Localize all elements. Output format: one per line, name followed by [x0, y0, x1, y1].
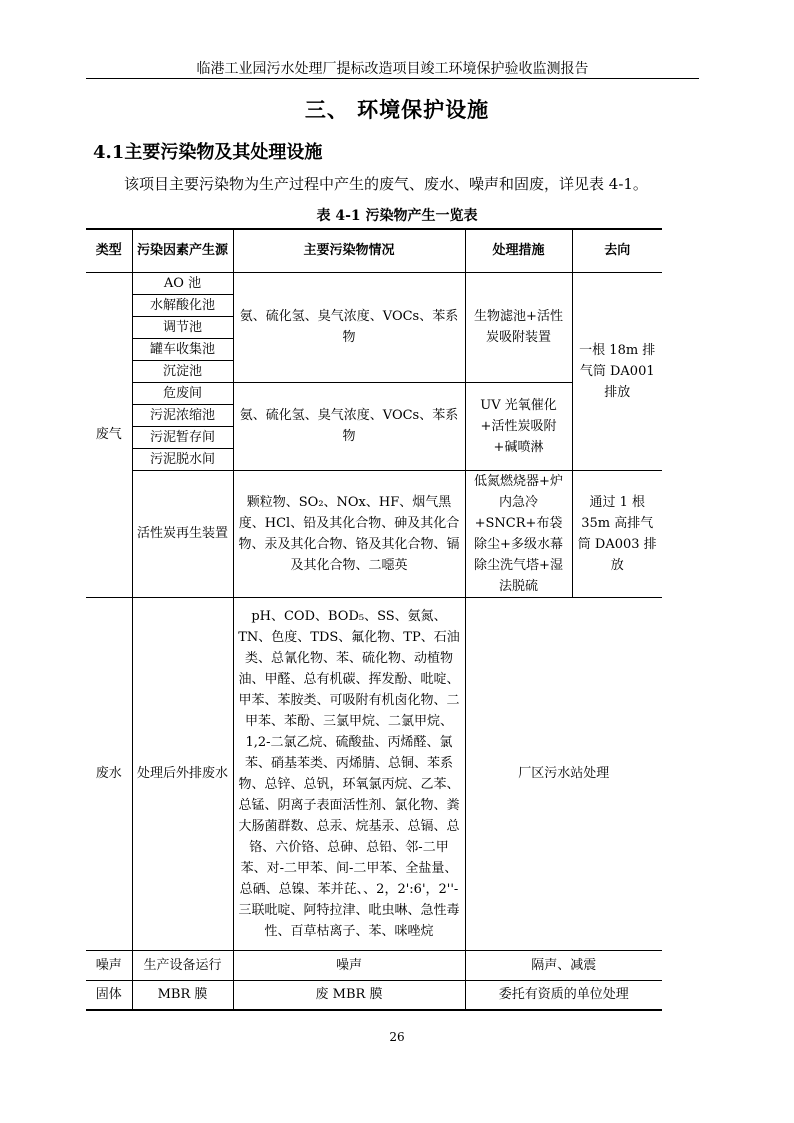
destination-cell: 通过 1 根 35m 高排气筒 DA003 排放 [572, 470, 662, 597]
section-title: 4.1主要污染物及其处理设施 [93, 142, 323, 163]
type-cell: 噪声 [86, 950, 132, 980]
pollutants-cell: 氨、硫化氢、臭气浓度、VOCs、苯系物 [233, 272, 465, 382]
header-divider [86, 78, 699, 79]
table-row [86, 980, 662, 1010]
source-cell: MBR 膜 [132, 980, 233, 1010]
pollutants-cell: 废 MBR 膜 [233, 980, 465, 1010]
source-cell: 污泥脱水间 [132, 448, 233, 470]
header-treatment: 处理措施 [465, 229, 572, 272]
type-cell: 废气 [86, 272, 132, 597]
treatment-cell: UV 光氧催化+活性炭吸附+碱喷淋 [465, 382, 572, 470]
table-row [86, 272, 662, 294]
header-destination: 去向 [572, 229, 662, 272]
source-cell: 沉淀池 [132, 360, 233, 382]
source-cell: 污泥暂存间 [132, 426, 233, 448]
source-cell: 调节池 [132, 316, 233, 338]
source-cell: 生产设备运行 [132, 950, 233, 980]
header-type: 类型 [86, 229, 132, 272]
pollutants-cell: pH、COD、BOD₅、SS、氨氮、TN、色度、TDS、氟化物、TP、石油类、总氰化物、苯、硫化物、动植物油、甲醛、总有机碳、挥发酚、吡啶、甲苯、苯胺类、可吸附有机卤化物、二甲苯、苯酚、三氯甲烷、二氯甲烷、1,2-二氯乙烷、硫酸盐、丙烯醛、氯苯、硝基苯类、丙烯腈、总铜、苯系物、总锌、总钒，环氧氯丙烷、乙苯、总锰、阴离子表面活性剂、氯化物、粪大肠菌群数、总汞、烷基汞、总镉、总铬、六价铬、总砷、总铅、邻-二甲苯、对-二甲苯、间-二甲苯、全盐量、总硒、总镍、苯并芘、、2，2':6'，2''-三联吡啶、阿特拉津、吡虫啉、急性毒性、百草枯离子、苯、咪唑烷 [233, 597, 465, 950]
pollutants-cell: 颗粒物、SO₂、NOx、HF、烟气黑度、HCl、铅及其化合物、砷及其化合物、汞及其化合物、铬及其化合物、镉及其化合物、二噁英 [233, 470, 465, 597]
page-header: 临港工业园污水处理厂提标改造项目竣工环境保护验收监测报告 [196, 61, 589, 77]
header-source: 污染因素产生源 [132, 229, 233, 272]
table-row [86, 470, 662, 597]
pollutants-cell: 噪声 [233, 950, 465, 980]
header-pollutants: 主要污染物情况 [233, 229, 465, 272]
table-header-row [86, 229, 662, 272]
table-caption: 表 4-1 污染物产生一览表 [316, 208, 478, 224]
source-cell: 危废间 [132, 382, 233, 404]
type-cell: 固体 [86, 980, 132, 1010]
source-cell: AO 池 [132, 272, 233, 294]
intro-paragraph: 该项目主要污染物为生产过程中产生的废气、废水、噪声和固废，详见表 4-1。 [124, 175, 648, 193]
treatment-cell: 生物滤池+活性炭吸附装置 [465, 272, 572, 382]
chapter-title: 三、 环境保护设施 [304, 97, 490, 122]
source-cell: 处理后外排废水 [132, 597, 233, 950]
source-cell: 水解酸化池 [132, 294, 233, 316]
table-row [86, 597, 662, 950]
page-number: 26 [389, 1030, 405, 1044]
source-cell: 罐车收集池 [132, 338, 233, 360]
source-cell: 污泥浓缩池 [132, 404, 233, 426]
table-row [86, 950, 662, 980]
pollutants-cell: 氨、硫化氢、臭气浓度、VOCs、苯系物 [233, 382, 465, 470]
type-cell: 废水 [86, 597, 132, 950]
treatment-destination-cell: 厂区污水站处理 [465, 597, 662, 950]
destination-cell: 一根 18m 排气筒 DA001 排放 [572, 272, 662, 470]
source-cell: 活性炭再生装置 [132, 470, 233, 597]
treatment-destination-cell: 隔声、减震 [465, 950, 662, 980]
treatment-destination-cell: 委托有资质的单位处理 [465, 980, 662, 1010]
treatment-cell: 低氮燃烧器+炉内急冷+SNCR+布袋除尘+多级水幕除尘洗气塔+湿法脱硫 [465, 470, 572, 597]
pollutant-table [86, 228, 662, 1011]
